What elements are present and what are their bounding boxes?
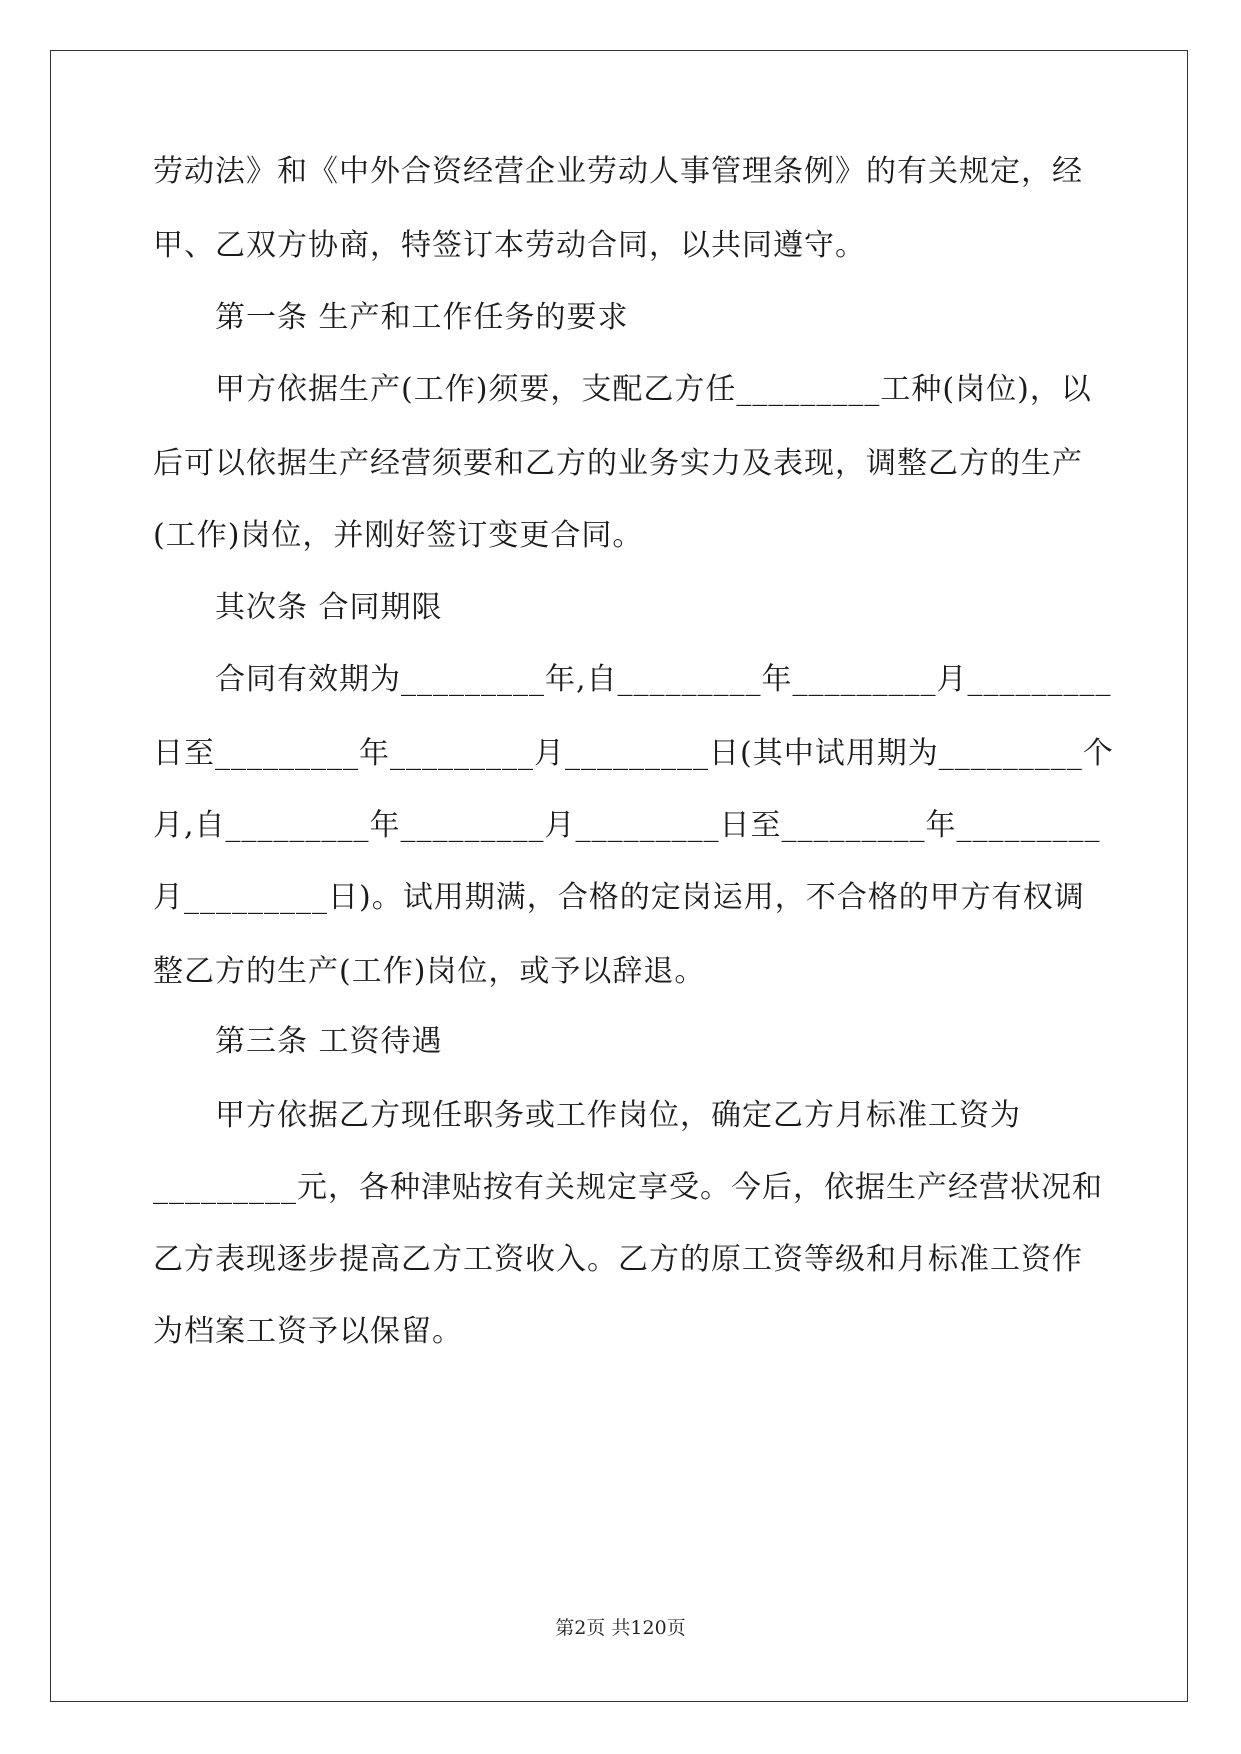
- section-heading-2: 其次条 合同期限: [215, 590, 443, 625]
- body-text-line: 甲方依据生产(工作)须要，支配乙方任_________工种(岗位)，以: [215, 372, 1092, 407]
- body-text-line: 合同有效期为_________年,自_________年_________月_________: [215, 662, 1112, 697]
- body-text-line: 乙方表现逐步提高乙方工资收入。乙方的原工资等级和月标准工资作: [153, 1242, 1083, 1277]
- body-text-line: (工作)岗位，并刚好签订变更合同。: [153, 518, 644, 553]
- body-text-line: 月,自_________年_________月_________日至_________年_________: [153, 808, 1101, 843]
- body-text-line: _________元，各种津贴按有关规定享受。今后，依据生产经营状况和: [153, 1170, 1103, 1205]
- section-heading-1: 第一条 生产和工作任务的要求: [215, 300, 629, 335]
- body-text-line: 后可以依据生产经营须要和乙方的业务实力及表现，调整乙方的生产: [153, 446, 1083, 481]
- section-heading-3: 第三条 工资待遇: [215, 1024, 443, 1059]
- body-text-line: 月_________日)。试用期满，合格的定岗运用，不合格的甲方有权调: [153, 880, 1085, 915]
- body-text-line: 劳动法》和《中外合资经营企业劳动人事管理条例》的有关规定，经: [153, 154, 1083, 189]
- page-number: 第2页 共120页: [555, 1617, 686, 1639]
- body-text-line: 甲方依据乙方现任职务或工作岗位，确定乙方月标准工资为: [215, 1098, 1021, 1133]
- body-text-line: 整乙方的生产(工作)岗位，或予以辞退。: [153, 954, 706, 989]
- body-text-line: 日至_________年_________月_________日(其中试用期为_________个: [153, 736, 1114, 771]
- body-text-line: 为档案工资予以保留。: [153, 1314, 463, 1349]
- body-text-line: 甲、乙双方协商，特签订本劳动合同，以共同遵守。: [153, 228, 866, 263]
